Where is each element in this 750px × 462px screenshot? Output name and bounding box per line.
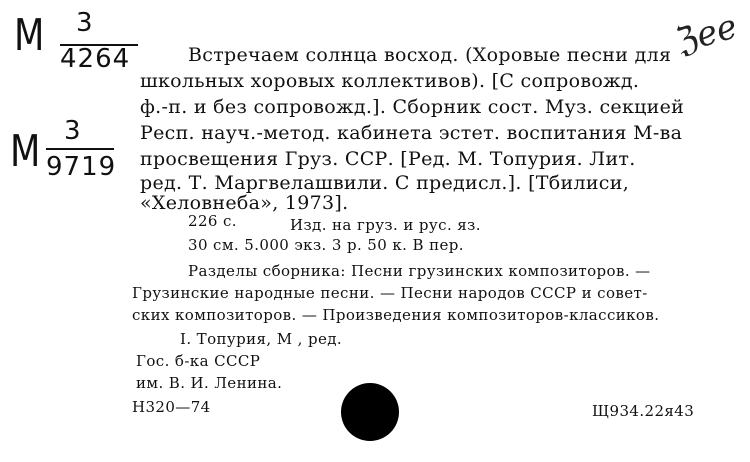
call-mark-top-1: 3 — [76, 8, 94, 38]
title-line-1: Встречаем солнца восход. (Хоровые песни для — [188, 44, 672, 66]
call-mark-letter-2: М — [10, 126, 42, 177]
card-punch-hole — [341, 383, 399, 441]
call-mark-letter-1: М — [14, 10, 46, 61]
contents-line-3: ских композиторов. — Произведения композиторов-классиков. — [132, 306, 660, 324]
code-left: Н320—74 — [132, 398, 211, 416]
pages: 226 с. — [188, 212, 237, 230]
title-line-5: просвещения Груз. ССР. [Ред. М. Топурия. Лит. — [140, 148, 636, 170]
editor-line: I. Топурия, М , ред. — [180, 330, 343, 348]
call-mark-rule-2 — [46, 148, 114, 150]
language-note: Изд. на груз. и рус. яз. — [290, 216, 481, 234]
title-line-6: ред. Т. Маргвелашвили. С предисл.]. [Тбилиси, — [140, 172, 630, 194]
title-line-3: ф.-п. и без сопровожд.]. Сборник сост. Муз. секцией — [140, 96, 685, 118]
title-line-4: Респ. науч.-метод. кабинета эстет. воспитания М-ва — [140, 122, 683, 144]
library-line-2: им. В. И. Ленина. — [136, 374, 283, 392]
corner-handwritten-note: ℨℯℯ — [671, 6, 742, 62]
title-line-7: «Хеловнеба», 1973]. — [140, 192, 349, 214]
call-mark-bottom-1: 4264 — [60, 44, 131, 74]
physical-description: 30 см. 5.000 экз. 3 р. 50 к. В пер. — [188, 236, 464, 254]
contents-line-2: Грузинские народные песни. — Песни народов СССР и совет- — [132, 284, 648, 302]
call-mark-bottom-2: 9719 — [46, 152, 117, 182]
contents-line-1: Разделы сборника: Песни грузинских композиторов. — — [188, 262, 651, 280]
title-line-2: школьных хоровых коллективов). [С сопровожд. — [140, 70, 640, 92]
call-mark-top-2: 3 — [64, 116, 82, 146]
code-right: Щ934.22я43 — [592, 402, 695, 420]
library-line-1: Гос. б-ка СССР — [136, 352, 261, 370]
